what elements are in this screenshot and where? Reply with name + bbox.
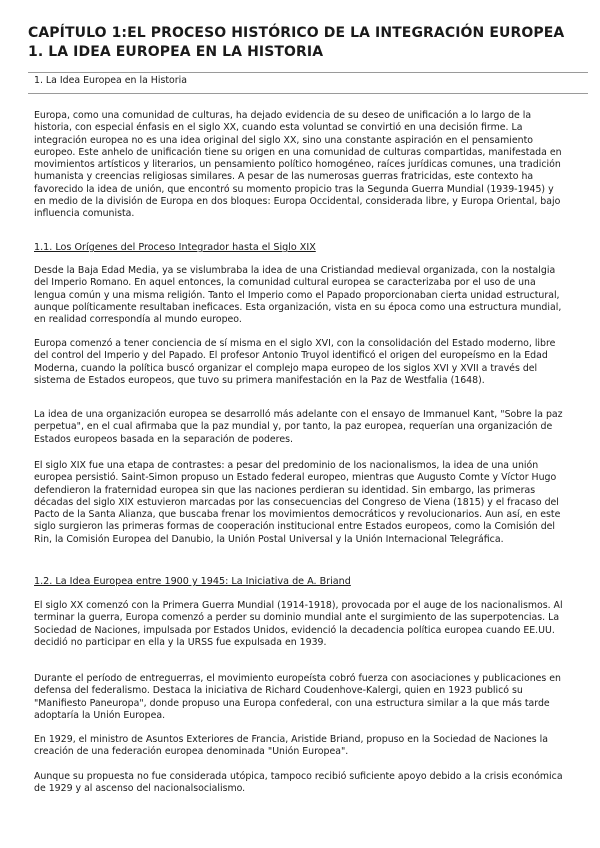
intro-paragraph bbox=[34, 110, 564, 221]
section-1-title: 1.1. Los Orígenes del Proceso Integrador hasta el Siglo XIX bbox=[34, 242, 316, 253]
intro-text: Europa, como una comunidad de culturas, ha dejado evidencia de su deseo de unificación a lo largo de la historia, con especial énfasis en el siglo XX, cuando esta voluntad se convirtió en una decisión firme. La integración europea no es una idea original del siglo XX, sino una constante aspiración en el pensamiento europeo. Este anhelo de unificación tiene su origen en una comunidad de culturas compartidas, manifestada en movimientos artísticos y literarios, un pensamiento político homogéneo, raíces jurídicas comunes, una tradición humanista y creencias religiosas similares. A pesar de las numerosas guerras fratricidas, este contexto ha favorecido la idea de unión, que encontró su momento propicio tras la Segunda Guerra Mundial (1939-1945) y en medio de la división de Europa en dos bloques: Europa Occidental, considerada libre, y Europa Oriental, bajo influencia comunista. bbox=[34, 110, 562, 220]
section-2-title: 1.2. La Idea Europea entre 1900 y 1945: La Iniciativa de A. Briand bbox=[34, 576, 351, 587]
toc-entry: 1. La Idea Europea en la Historia bbox=[34, 75, 187, 86]
section-main-title: 1. LA IDEA EUROPEA EN LA HISTORIA bbox=[28, 44, 324, 60]
section-1-paragraph-1: Desde la Baja Edad Media, ya se vislumbraba la idea de una Cristiandad medieval organizada, con la nostalgia del Imperio Romano. En aquel entonces, la comunidad cultural europea se caracterizaba por el uso de una lengua común y una misma religión. Tanto el Imperio como el Papado proporcionaban cierta unidad estructural, aunque políticamente resultaban ineficaces. Esta organización, vista en su época como una estructura mundial, en realidad correspondía al mundo europeo. bbox=[34, 265, 562, 326]
chapter-title: CAPÍTULO 1:EL PROCESO HISTÓRICO DE LA INTEGRACIÓN EUROPEA bbox=[28, 25, 565, 41]
section-2-paragraph-1: El siglo XX comenzó con la Primera Guerra Mundial (1914-1918), provocada por el auge de los nacionalismos. Al terminar la guerra, Europa comenzó a perder su dominio mundial ante el surgimiento de las superpotencias. La Sociedad de Naciones, impulsada por Estados Unidos, evidenció la decadencia política europea cuando EE.UU. decidió no participar en ella y la URSS fue expulsada en 1939. bbox=[34, 600, 563, 648]
section-1-paragraph-3: La idea de una organización europea se desarrolló más adelante con el ensayo de Immanuel Kant, "Sobre la paz perpetua", en el cual afirmaba que la paz mundial y, por tanto, la paz europea, requerían una organización de Estados europeos basada en la separación de poderes. bbox=[34, 409, 563, 445]
toc-bar bbox=[28, 72, 588, 94]
section-1-paragraph-4: El siglo XIX fue una etapa de contrastes: a pesar del predominio de los nacionalismos, la idea de una unión europea persistió. Saint-Simon propuso un Estado federal europeo, mientras que Augusto Comte y Víctor Hugo defendieron la fraternidad europea sin que las naciones perdieran su identidad. Sin embargo, las primeras décadas del siglo XIX estuvieron marcadas por las consecuencias del Congreso de Viena (1815) y el fracaso del Pacto de la Santa Alianza, que buscaba frenar los movimientos democráticos y revolucionarios. Aun así, en este siglo surgieron las primeras formas de cooperación institucional entre Estados europeos, como la Comisión del Rin, la Comisión Europea del Danubio, la Unión Postal Universal y la Unión Internacional Telegráfica. bbox=[34, 460, 561, 545]
chapter-heading bbox=[28, 24, 588, 62]
section-1-paragraph-2: Europa comenzó a tener conciencia de sí misma en el siglo XVI, con la consolidación del Estado moderno, libre del control del Imperio y del Papado. El profesor Antonio Truyol identificó el origen del europeísmo en la Edad Moderna, cuando la política buscó organizar el complejo mapa europeo de los siglos XVI y XVII a través del sistema de Estados europeos, que tuvo su primera manifestación en la Paz de Westfalia (1648). bbox=[34, 338, 556, 386]
section-2-paragraph-2: Durante el período de entreguerras, el movimiento europeísta cobró fuerza con asociaciones y publicaciones en defensa del federalismo. Destaca la iniciativa de Richard Coudenhove-Kalergi, quien en 1923 publicó su "Manifiesto Paneuropa", donde propuso una Europa confederal, con una estructura similar a la que más tarde adoptaría la Unión Europea. bbox=[34, 673, 561, 721]
section-2-paragraph-4: Aunque su propuesta no fue considerada utópica, tampoco recibió suficiente apoyo debido a la crisis económica de 1929 y al ascenso del nacionalsocialismo. bbox=[34, 771, 563, 795]
section-2-paragraph-3: En 1929, el ministro de Asuntos Exteriores de Francia, Aristide Briand, propuso en la Sociedad de Naciones la creación de una federación europea denominada "Unión Europea". bbox=[34, 734, 548, 758]
